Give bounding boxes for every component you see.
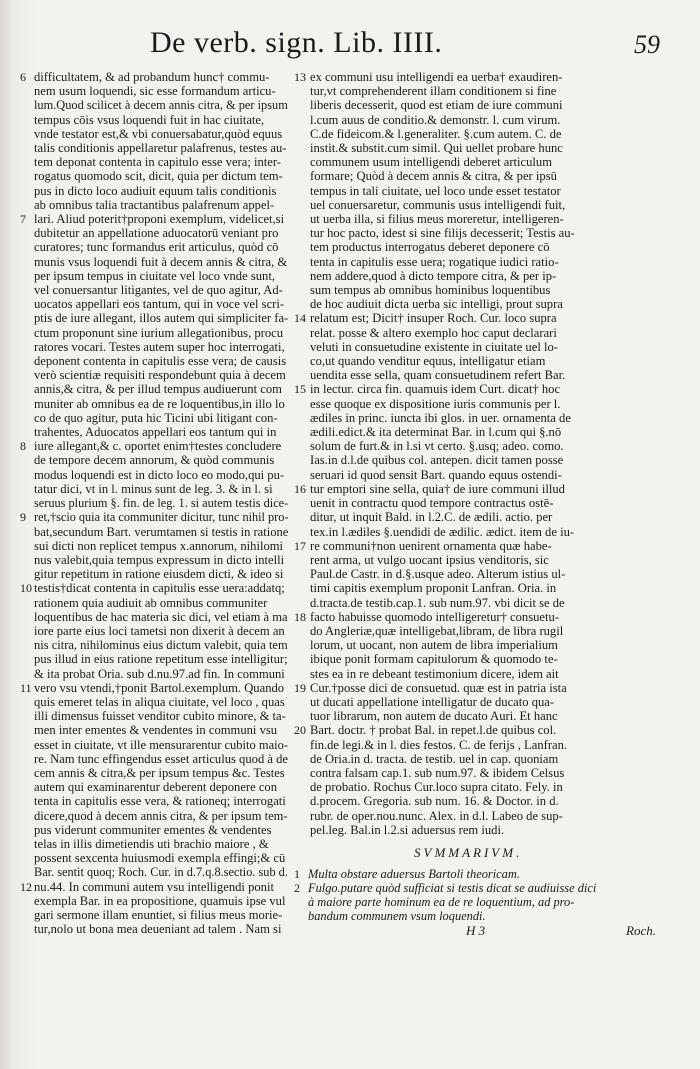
catchword: Roch. (626, 923, 656, 938)
text-line (294, 624, 678, 638)
line-text: tenta in capitulis esse vera, & rationeq; interrogati (34, 794, 286, 809)
line-text: in lectur. circa fin. quamuis idem Curt. dicat† hoc (310, 382, 561, 397)
line-text: sum tempus ab omnibus hominibus loquentibus (310, 283, 551, 298)
line-text: de probatio. Rochus Cur.loco supra citato. Fely. in (310, 780, 563, 795)
text-line (20, 723, 288, 737)
text-line (20, 169, 288, 183)
text-line (20, 667, 288, 681)
margin-number: 2 (294, 881, 300, 895)
text-line (20, 453, 288, 467)
line-text: modus loquendi est in dicto loco eo modo,qui pu- (34, 467, 285, 482)
line-text: uendita esse sella, quam consuetudinem refert Bar. (310, 368, 566, 383)
text-line (20, 638, 288, 652)
line-text: d.tracta.de testib.cap.1. sub num.97. vbi dicit se de (310, 595, 565, 610)
text-line (294, 766, 678, 780)
text-line (294, 425, 678, 439)
line-text: Bart. doctr. † probat Bal. in repet.l.de quibus col. (310, 723, 557, 738)
text-line (20, 880, 288, 894)
text-line (294, 496, 678, 510)
line-text: lari. Aliud poterit†proponi exemplum, videlicet,si (34, 212, 285, 227)
line-text: de hoc audiuit dicta uerba sic intelligi, prout supra (310, 297, 563, 312)
text-line (20, 84, 288, 98)
text-line (20, 198, 288, 212)
text-line (20, 425, 288, 439)
line-text: tem deponat contenta in capitulo esse vera; inter- (34, 155, 281, 170)
line-text: ædiles in princ. iuncta ibi glos. in uer. ornamenta de (310, 410, 571, 425)
text-line (20, 468, 288, 482)
margin-number: 8 (20, 439, 26, 454)
line-text: à maiore parte hominum ea de re loquentium, ad pro- (308, 895, 575, 909)
line-text: gari sermone illam enuntiet, si filius meus morie- (34, 907, 283, 922)
summarium-item (294, 867, 678, 881)
text-line (294, 752, 678, 766)
line-text: bat,secundum Bart. verumtamen si testis in ratione (34, 524, 288, 539)
line-text: ex communi usu intelligendi ea uerba† exaudiren- (310, 70, 563, 84)
text-line (294, 255, 678, 269)
line-text: loquentibus de hac materia sic dici, vel etiam à ma (34, 609, 288, 624)
line-text: pel.leg. Bal.in l.2.si aduersus rem iudi. (310, 822, 505, 837)
line-text: uenit in contractu quod tempore contractus ostē- (310, 496, 554, 511)
text-line (20, 823, 288, 837)
text-line (294, 738, 678, 752)
text-line (20, 382, 288, 396)
line-text: re. Nam tunc effingendus esset articulus quod à de (34, 751, 288, 766)
line-text: co de quo agitur, puta hic Ticini ubi litigant con- (34, 410, 278, 425)
text-line (20, 695, 288, 709)
margin-number: 15 (294, 382, 306, 397)
text-line (294, 98, 678, 112)
margin-number: 16 (294, 481, 306, 496)
line-text: instit.& substit.cum simil. Qui uellet probare hunc (310, 141, 563, 156)
line-text: exempla Bar. in ea propositione, quamuis ipse vul (34, 893, 286, 908)
text-line (294, 794, 678, 808)
line-text: tur hoc pacto, idest si sine filijs decesserit; Testis au- (310, 226, 575, 241)
line-text: relat. posse & altero exemplo hoc caput declarari (310, 325, 557, 340)
running-head: De verb. sign. Lib. IIII. (150, 26, 443, 59)
line-text: esse quoque ex dispositione iuris communis per l. (310, 396, 561, 411)
line-text: tempus in tali ciuitate, uel loco unde esset testator (310, 183, 561, 198)
text-line (20, 596, 288, 610)
text-line (20, 283, 288, 297)
line-text: Cur.†posse dici de consuetud. quæ est in patria ista (310, 680, 567, 695)
line-text: trahentes, Aduocatos appellari eos tantum qui in (34, 425, 277, 440)
margin-number: 19 (294, 680, 306, 695)
text-line (294, 368, 678, 382)
text-line (20, 439, 288, 453)
text-line (294, 780, 678, 794)
text-line (20, 496, 288, 510)
text-line (20, 184, 288, 198)
line-text: co,ut quando venditur equus, intelligatur etiam (310, 354, 546, 369)
text-line (294, 652, 678, 666)
text-line (294, 823, 678, 837)
text-line (294, 723, 678, 737)
line-text: tex.in l.ædiles §.uendidi de ædilic. ædict. item de iu- (310, 524, 575, 539)
summarium-title: SVMMARIVM. (414, 845, 523, 860)
text-line (20, 865, 288, 879)
line-text: contra falsam cap.1. sub num.97. & ibidem Celsus (310, 765, 565, 780)
line-text: Fulgo.putare quòd sufficiat si testis dicat se audiuisse dici (308, 881, 597, 895)
text-line (294, 141, 678, 155)
text-line (20, 297, 288, 311)
line-text: cem annis & citra,& per ipsum tempus &c. Testes (34, 765, 285, 780)
text-line (294, 610, 678, 624)
line-text: uocatos appellari eos tantum, qui in voce vel scri- (34, 297, 285, 312)
text-line (20, 127, 288, 141)
text-line (20, 240, 288, 254)
text-line (294, 226, 678, 240)
text-line (294, 681, 678, 695)
line-text: nis citra, nihilominus eius dictum valebit, quia tem (34, 638, 288, 653)
line-text: annis,& citra, & per illud tempus audiuerunt com (34, 382, 282, 397)
line-text: re communi†non uenirent ornamenta quæ habe- (310, 538, 552, 553)
text-line (294, 283, 678, 297)
line-text: ptis de iure allegant, illos autem qui simpliciter fa- (34, 311, 288, 326)
line-text: gitur repetitum in ratione eiusdem dicti, & ideo si (34, 567, 284, 582)
line-text: lum.Quod scilicet à decem annis citra, & per ipsum (34, 98, 288, 113)
line-text: & ita probat Oria. sub d.nu.97.ad fin. In communi (34, 666, 285, 681)
text-line (294, 567, 678, 581)
line-text: Ias.in d.l.de quibus col. antepen. dicit tamen posse (310, 453, 564, 468)
text-line (20, 311, 288, 325)
line-text: ret,†scio quia ita communiter dicitur, tunc nihil pro- (34, 510, 288, 525)
signature-mark: H 3 (466, 923, 486, 938)
margin-number: 1 (294, 867, 300, 881)
text-line (294, 184, 678, 198)
summarium-list (294, 867, 678, 923)
text-line (20, 908, 288, 922)
line-text: tur,nolo ut bona mea deueniant ad talem . Nam si (34, 922, 282, 937)
line-text: pus in dicto loco audiuit equum talis conditionis (34, 183, 277, 198)
line-text: ctum proponunt sine iurium allegationibus, procu (34, 325, 284, 340)
text-line (294, 411, 678, 425)
text-line (20, 510, 288, 524)
line-text: illi dimensus fuisset venditor cubito minore, & ta- (34, 709, 286, 724)
line-text: autem qui examinarentur deberent deponere con (34, 780, 278, 795)
text-line (20, 709, 288, 723)
text-line (20, 624, 288, 638)
text-line (20, 255, 288, 269)
line-text: ditur, ut inquit Bald. in l.2.C. de ædili. actio. per (310, 510, 553, 525)
line-text: liberis decesserit, quod est etiam de iure communi (310, 98, 563, 113)
text-line (294, 809, 678, 823)
line-text: quis emeret telas in aliqua ciuitate, vel loco , quas (34, 694, 285, 709)
text-line (294, 596, 678, 610)
text-line (294, 439, 678, 453)
text-line (20, 752, 288, 766)
line-text: iure allegant,& c. oportet enim†testes concludere (34, 439, 282, 454)
margin-number: 13 (294, 70, 306, 84)
line-text: ædili.edict.& ita determinat Bar. in l.cum qui §.nō (310, 425, 562, 440)
line-text: vero vsu vtendi,†ponit Bartol.exemplum. Quando (34, 680, 285, 695)
text-line (294, 667, 678, 681)
page-header (150, 26, 670, 66)
text-line (20, 610, 288, 624)
line-text: seruari id quod sensit Bart. quando equus ostendi- (310, 467, 562, 482)
text-line (20, 567, 288, 581)
text-line (20, 340, 288, 354)
margin-number: 20 (294, 723, 306, 738)
left-text-column (20, 70, 288, 936)
text-line (20, 226, 288, 240)
line-text: nu.44. In communi autem vsu intelligendi ponit (34, 879, 274, 894)
line-text: Bar. sentit quoq; Roch. Cur. in d.7.q.8.sectio. sub d. (34, 865, 288, 880)
text-line (294, 354, 678, 368)
line-text: tur,vt comprehenderent illam conditionem si fine (310, 84, 557, 99)
text-line (20, 368, 288, 382)
text-line (20, 766, 288, 780)
line-text: rogatus quomodo scit, dicit, quia per dictum tem- (34, 169, 283, 184)
line-text: fin.de legi.& in l. dies festos. C. de ferijs , Lanfran. (310, 737, 568, 752)
line-text: rent arma, ut vulgo uocant ipsius venditoris, sic (310, 552, 549, 567)
line-text: nem usum loquendi, sic esse formandum articu- (34, 84, 276, 99)
text-line (294, 553, 678, 567)
line-text: per ipsum tempus in ciuitate vel loco vnde sunt, (34, 268, 275, 283)
text-line (20, 482, 288, 496)
text-line (294, 709, 678, 723)
line-text: C.de fideicom.& l.generaliter. §.cum autem. C. de (310, 126, 562, 141)
text-line (20, 212, 288, 226)
line-text: de Oria.in d. tracta. de testib. uel in cap. quoniam (310, 751, 559, 766)
line-text: verò scientiæ requisiti respondebunt quia à decem (34, 368, 286, 383)
line-text: testis†dicat contenta in capitulis esse uera:addatq; (34, 581, 285, 596)
text-line (294, 155, 678, 169)
line-text: difficultatem, & ad probandum hunc† commu- (34, 70, 270, 84)
summarium-item (294, 881, 678, 895)
line-text: muniter ab omnibus ea de re loquentibus,in illo lo (34, 396, 285, 411)
summarium-item (294, 895, 678, 909)
line-text: dicere,quod à decem annis citra, & per ipsum tem- (34, 808, 288, 823)
line-text: stes ea in re debeant testimonium dicere, idem ait (310, 666, 559, 681)
line-text: tempus cōis vsus loquendi fuit in hac ciuitate, (34, 112, 265, 127)
text-line (20, 809, 288, 823)
text-line (294, 297, 678, 311)
margin-number: 11 (20, 680, 32, 695)
text-line (20, 141, 288, 155)
line-text: do Angleriæ,quæ intelligebat,libram, de libra rugil (310, 623, 564, 638)
line-text: nus valebit,quia tempus expressum in dicto intelli (34, 552, 285, 567)
text-line (20, 70, 288, 84)
line-text: communem usum intelligendi deberet articulum (310, 155, 553, 170)
line-text: bandum communem vsum loquendi. (308, 909, 486, 923)
line-text: ut uerba illa, si filius meus moreretur, intelligeren- (310, 212, 564, 227)
text-line (294, 397, 678, 411)
text-line (294, 212, 678, 226)
text-line (294, 453, 678, 467)
line-text: ratores vocari. Testes autem super hoc interrogati, (34, 339, 285, 354)
text-line (20, 269, 288, 283)
line-text: relatum est; Dicit† insuper Roch. Cur. loco supra (310, 311, 557, 326)
line-text: deponent contenta in capitulis esse vera; de causis (34, 354, 287, 369)
margin-number: 14 (294, 311, 306, 326)
text-line (294, 468, 678, 482)
line-text: ibique ponit formam capitulorum & quomodo te- (310, 652, 558, 667)
line-text: pus viderunt communiter ementes & vendentes (34, 822, 272, 837)
text-line (20, 837, 288, 851)
line-text: formare; Quòd à decem annis & citra, & per ipsū (310, 169, 557, 184)
margin-number: 7 (20, 212, 26, 227)
summarium-item (294, 909, 678, 923)
text-line (294, 382, 678, 396)
line-text: rubr. de oper.nou.nunc. Alex. in d.l. Labeo de sup- (310, 808, 563, 823)
text-line (20, 851, 288, 865)
summarium-section (294, 845, 678, 923)
line-text: ut ducati appellatione intelligatur de ducato qua- (310, 694, 555, 709)
line-text: tur emptori sine sella, quia† de iure communi illud (310, 481, 565, 496)
line-text: talis conditionis appellaretur palafrenus, testes au- (34, 141, 287, 156)
line-text: facto habuisse quomodo intelligeretur† consuetu- (310, 609, 560, 624)
text-line (294, 127, 678, 141)
text-line (294, 525, 678, 539)
line-text: vnde testator est,& vbi conuersabatur,quòd equus (34, 126, 283, 141)
text-line (20, 539, 288, 553)
text-line (20, 155, 288, 169)
text-line (294, 326, 678, 340)
text-line (294, 198, 678, 212)
margin-number: 9 (20, 510, 26, 525)
line-text: solum de furt.& in l.si vt certo. §.usq; adeo. como. (310, 439, 564, 454)
text-line (20, 652, 288, 666)
line-text: veluti in consuetudine existente in ciuitate uel lo- (310, 339, 558, 354)
text-line (20, 354, 288, 368)
text-line (20, 738, 288, 752)
text-line (20, 894, 288, 908)
text-line (294, 169, 678, 183)
line-text: ab omnibus talia tractantibus palafrenum appel- (34, 197, 275, 212)
line-text: tem productus interrogatus deberet deponere cō (310, 240, 550, 255)
line-text: nem addere,quod à dicto tempore citra, & per ip- (310, 268, 557, 283)
line-text: tenta in capitulis esse uera; rogatique iudici ratio- (310, 254, 559, 269)
line-text: munis vsus loquendi fuit à decem annis & citra, & (34, 254, 288, 269)
text-line (294, 269, 678, 283)
margin-number: 10 (20, 581, 32, 596)
text-line (20, 794, 288, 808)
line-text: vel conuersantur litigantes, vel de quo agitur, Ad- (34, 283, 283, 298)
line-text: l.cum auus de conditio.& demonstr. l. cum virum. (310, 112, 561, 127)
text-line (294, 113, 678, 127)
margin-number: 12 (20, 879, 32, 894)
text-line (294, 510, 678, 524)
text-line (294, 84, 678, 98)
text-line (20, 98, 288, 112)
line-text: esset in ciuitate, vt ille mensurarentur cubito maio- (34, 737, 288, 752)
line-text: seruus plurium §. fin. de leg. 1. si autem testis dice- (34, 496, 288, 511)
text-line (20, 326, 288, 340)
line-text: telas in illis dimetiendis uti brachio maiore , & (34, 836, 269, 851)
line-text: iore parte eius loci tametsi non dixerit à decem an (34, 623, 285, 638)
line-text: rationem quia audiuit ab omnibus communiter (34, 595, 268, 610)
text-line (20, 397, 288, 411)
text-line (20, 553, 288, 567)
line-text: curatores; tunc formandus erit articulus, quòd cō (34, 240, 279, 255)
line-text: de tempore decem annorum, & quòd communis (34, 453, 275, 468)
text-line (20, 525, 288, 539)
line-text: lorum, ut uocant, non autem de libra imperialium (310, 638, 558, 653)
folio-number: 59 (634, 30, 660, 59)
text-line (294, 581, 678, 595)
margin-number (294, 909, 308, 923)
line-text: tatur dici, vt in l. minus sunt de leg. 3. & in l. si (34, 481, 273, 496)
text-line (20, 780, 288, 794)
text-line (294, 340, 678, 354)
text-line (294, 638, 678, 652)
text-line (294, 70, 678, 84)
line-text: pus illud in eius ratione repetitum esse intelligitur; (34, 652, 288, 667)
text-line (294, 311, 678, 325)
right-text-column (294, 70, 678, 837)
text-line (294, 240, 678, 254)
margin-number: 18 (294, 609, 306, 624)
text-line (294, 482, 678, 496)
text-line (20, 681, 288, 695)
margin-number: 6 (20, 70, 26, 84)
text-line (20, 581, 288, 595)
text-line (20, 411, 288, 425)
line-text: dubitetur an appellatione aduocatorū veniant pro (34, 226, 279, 241)
line-text: men inter ementes & vendentes in communi vsu (34, 723, 278, 738)
line-text: uel conuersaretur, communis usus intelligendi fuit, (310, 197, 566, 212)
line-text: Paul.de Castr. in d.§.usque adeo. Alterum istius ul- (310, 567, 566, 582)
line-text: d.procem. Gregoria. sub num. 16. & Doctor. in d. (310, 794, 559, 809)
margin-number (294, 895, 308, 909)
line-text: sui dicti non replicet tempus x.annorum, nihilomi (34, 538, 284, 553)
text-line (20, 113, 288, 127)
line-text: Multa obstare aduersus Bartoli theoricam. (308, 867, 520, 881)
text-line (294, 695, 678, 709)
text-line (20, 922, 288, 936)
margin-number: 17 (294, 538, 306, 553)
text-line (294, 539, 678, 553)
line-text: tuor librarum, non autem de ducato Auri. Et hanc (310, 709, 558, 724)
line-text: possent sexcenta huiusmodi exempla effingi;& cū (34, 851, 286, 866)
line-text: timi capitis exemplum proponit Lanfran. Oria. in (310, 581, 557, 596)
